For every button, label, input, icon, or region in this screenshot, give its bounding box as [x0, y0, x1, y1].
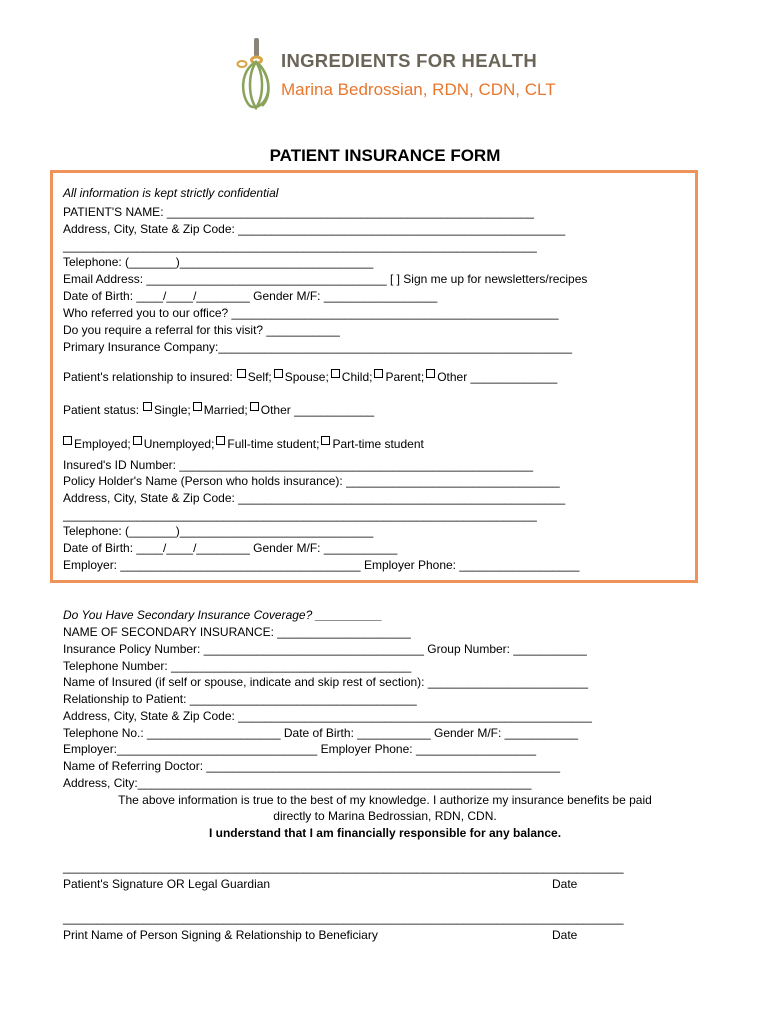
policy-holder-field[interactable]: Policy Holder's Name (Person who holds insurance): ________________________________ [63, 474, 560, 488]
secondary-phone-dob-gender-field[interactable]: Telephone No.: ____________________ Date of Birth: ___________ Gender M/F: ___________ [63, 726, 579, 740]
status-row [63, 403, 376, 417]
org-name: INGREDIENTS FOR HEALTH [281, 50, 538, 71]
relationship-row [63, 370, 559, 384]
option-unemployed[interactable]: Unemployed; [133, 437, 215, 451]
option-child[interactable]: Child; [331, 370, 373, 384]
holder-address-field[interactable]: Address, City, State & Zip Code: _________________________________________________ [63, 491, 566, 505]
option-employed[interactable]: Employed; [63, 437, 131, 451]
checkbox[interactable] [374, 369, 383, 378]
holder-address-continuation-field[interactable]: _______________________________________________________________________ [63, 508, 537, 522]
holder-telephone-field[interactable]: Telephone: (_______)_____________________________ [63, 524, 374, 538]
employment-row [63, 437, 426, 451]
print-name-date-label: Date [552, 928, 578, 942]
referral-required-field[interactable]: Do you require a referral for this visit? ___________ [63, 323, 340, 337]
print-name-label: Print Name of Person Signing & Relationship to Beneficiary [63, 928, 378, 942]
relationship-label: Patient's relationship to insured: [63, 370, 233, 384]
option-full-time-student[interactable]: Full-time student; [216, 437, 319, 451]
print-name-line[interactable]: ____________________________________________________________________________________ [63, 911, 624, 925]
employer-field[interactable]: Employer: ____________________________________ Employer Phone: __________________ [63, 558, 580, 572]
consent-line-1: The above information is true to the best of my knowledge. I authorize my insurance benefits be paid [118, 793, 652, 807]
referring-doctor-field[interactable]: Name of Referring Doctor: _____________________________________________________ [63, 759, 561, 773]
checkbox[interactable] [321, 436, 330, 445]
patient-name-field[interactable]: PATIENT'S NAME: _______________________________________________________ [63, 205, 534, 219]
secondary-employer-field[interactable]: Employer:______________________________ Employer Phone: __________________ [63, 742, 537, 756]
signature-label: Patient's Signature OR Legal Guardian [63, 877, 271, 891]
checkbox[interactable] [274, 369, 283, 378]
checkbox[interactable] [143, 402, 152, 411]
secondary-insured-name-field[interactable]: Name of Insured (if self or spouse, indicate and skip rest of section): ________________________ [63, 675, 589, 689]
primary-insurance-company-field[interactable]: Primary Insurance Company:_____________________________________________________ [63, 340, 573, 354]
secondary-telephone-field[interactable]: Telephone Number: ____________________________________ [63, 659, 412, 673]
address-continuation-field[interactable]: _______________________________________________________________________ [63, 239, 537, 253]
secondary-address-field[interactable]: Address, City, State & Zip Code: _____________________________________________________ [63, 709, 592, 723]
whisk-icon [236, 36, 278, 110]
consent-line-2: directly to Marina Bedrossian, RDN, CDN. [273, 809, 497, 823]
logo [236, 36, 556, 110]
checkbox[interactable] [331, 369, 340, 378]
referred-by-field[interactable]: Who referred you to our office? _________________________________________________ [63, 306, 559, 320]
org-subtitle: Marina Bedrossian, RDN, CDN, CLT [281, 80, 556, 99]
signature-date-label: Date [552, 877, 578, 891]
email-field[interactable]: Email Address: ____________________________________ [ ] Sign me up for newsletters/recipes [63, 272, 588, 286]
checkbox[interactable] [193, 402, 202, 411]
form-title: PATIENT INSURANCE FORM [269, 146, 501, 165]
secondary-insurance-name-field[interactable]: NAME OF SECONDARY INSURANCE: ____________________ [63, 625, 411, 639]
checkbox[interactable] [250, 402, 259, 411]
option-status-other[interactable]: Other ____________ [250, 403, 374, 417]
checkbox[interactable] [63, 436, 72, 445]
holder-dob-gender-field[interactable]: Date of Birth: ____/____/________ Gender M/F: ___________ [63, 541, 398, 555]
option-spouse[interactable]: Spouse; [274, 370, 329, 384]
financial-responsibility-statement: I understand that I am financially responsible for any balance. [208, 826, 562, 840]
checkbox[interactable] [133, 436, 142, 445]
referring-doctor-address-field[interactable]: Address, City:___________________________________________________________ [63, 776, 532, 790]
checkbox[interactable] [237, 369, 246, 378]
signature-line[interactable]: ____________________________________________________________________________________ [63, 860, 624, 874]
secondary-coverage-question[interactable]: Do You Have Secondary Insurance Coverage? __________ [63, 608, 383, 622]
option-part-time-student[interactable]: Part-time student [321, 437, 423, 451]
checkbox[interactable] [216, 436, 225, 445]
telephone-field[interactable]: Telephone: (_______)_____________________________ [63, 255, 374, 269]
insured-id-field[interactable]: Insured's ID Number: _____________________________________________________ [63, 458, 534, 472]
secondary-policy-group-field[interactable]: Insurance Policy Number: _________________________________ Group Number: ___________ [63, 642, 587, 656]
option-single[interactable]: Single; [143, 403, 191, 417]
option-self[interactable]: Self; [237, 370, 272, 384]
secondary-relationship-field[interactable]: Relationship to Patient: __________________________________ [63, 692, 417, 706]
address-field[interactable]: Address, City, State & Zip Code: _________________________________________________ [63, 222, 566, 236]
option-other[interactable]: Other _____________ [426, 370, 557, 384]
option-married[interactable]: Married; [193, 403, 248, 417]
option-parent[interactable]: Parent; [374, 370, 424, 384]
checkbox[interactable] [426, 369, 435, 378]
confidential-note: All information is kept strictly confidential [63, 186, 279, 200]
dob-gender-field[interactable]: Date of Birth: ____/____/________ Gender M/F: _________________ [63, 289, 438, 303]
status-label: Patient status: [63, 403, 140, 417]
